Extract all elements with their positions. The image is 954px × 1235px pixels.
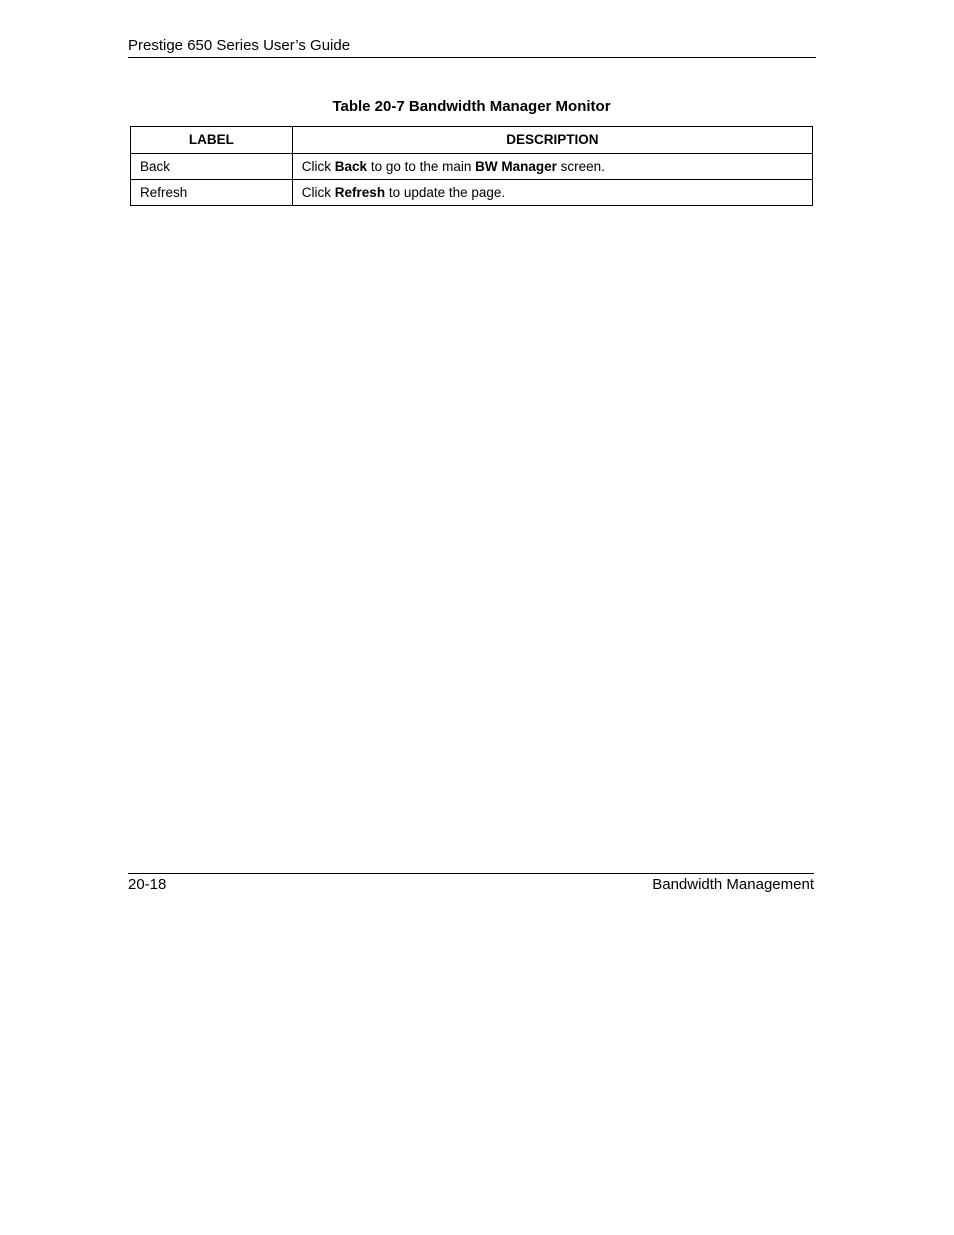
desc-text: Click <box>301 158 335 174</box>
row-label: Back <box>131 154 293 180</box>
desc-text: to update the page. <box>385 184 506 200</box>
bandwidth-monitor-table <box>130 126 813 206</box>
table-header-row <box>131 127 813 154</box>
row-description <box>292 180 812 206</box>
page-header <box>128 36 816 58</box>
header-title: Prestige 650 Series User’s Guide <box>128 37 351 54</box>
column-header-label: LABEL <box>131 127 293 154</box>
desc-bold-term: Refresh <box>334 184 386 200</box>
row-label: Refresh <box>131 180 293 206</box>
table-caption: Table 20-7 Bandwidth Manager Monitor <box>332 98 611 115</box>
table-row <box>131 180 813 206</box>
page-number: 20-18 <box>128 876 167 893</box>
footer-section: Bandwidth Management <box>652 876 814 893</box>
desc-bold-term: BW Manager <box>475 158 557 174</box>
desc-text: screen. <box>556 158 605 174</box>
table-row <box>131 154 813 180</box>
desc-bold-term: Back <box>334 158 368 174</box>
row-description <box>292 154 812 180</box>
desc-text: Click <box>301 184 335 200</box>
column-header-description: DESCRIPTION <box>292 127 812 154</box>
page-footer <box>128 873 814 896</box>
desc-text: to go to the main <box>367 158 476 174</box>
